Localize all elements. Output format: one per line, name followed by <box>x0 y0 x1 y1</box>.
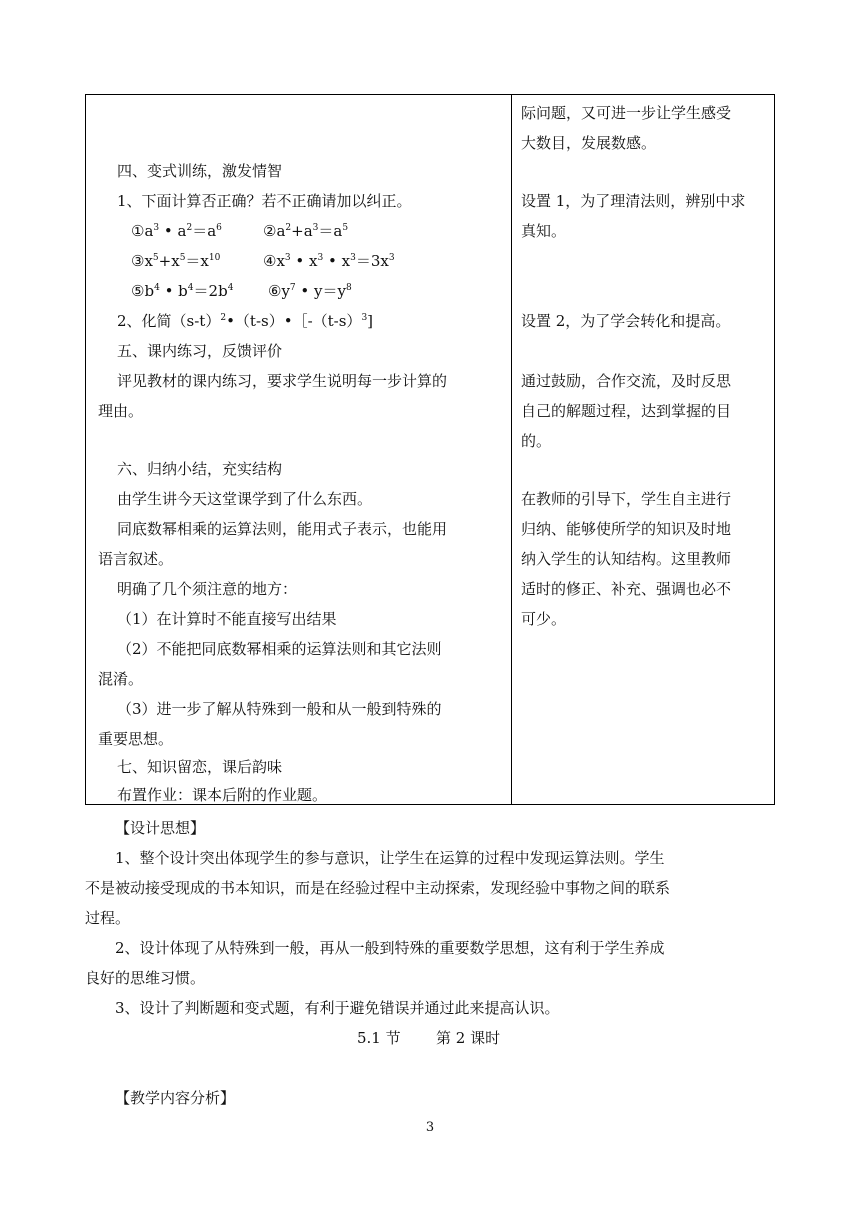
design-p1-line-2: 不是被动接受现成的书本知识，而是在经验过程中主动探索，发现经验中事物之间的联系 <box>85 879 671 897</box>
section5-text-2: 理由。 <box>98 402 144 420</box>
q1-item-3: $③x^5+x^5=x^{10}$ <box>131 252 221 270</box>
design-p3-line-1: 3、设计了判断题和变式题，有利于避免错误并通过此来提高认识。 <box>115 999 560 1017</box>
q1-item-1: $①a^3$ • $a^2=a^6$ <box>131 222 222 240</box>
right-note-12: 适时的修正、补充、强调也必不 <box>521 580 732 598</box>
s6-line-8: （3）进一步了解从特殊到一般和从一般到特殊的 <box>117 700 442 718</box>
design-p2-line-1: 2、设计体现了从特殊到一般，再从一般到特殊的重要数学思想，这有利于学生养成 <box>115 939 665 957</box>
q2-expression: 2、化简$(s-t)^2•(t-s)•[-(t-s)^3$] <box>117 312 374 330</box>
q1-title: 1、下面计算否正确？若不正确请加以纠正。 <box>117 192 412 210</box>
page-number: 3 <box>425 1120 435 1135</box>
section6-title: 六、归纳小结，充实结构 <box>117 460 283 478</box>
lesson-number: 第 2 课时 <box>436 1029 501 1047</box>
design-heading: 【设计思想】 <box>115 819 206 837</box>
column-divider <box>511 95 512 804</box>
right-note-2: 大数目，发展数感。 <box>521 134 657 152</box>
design-p1-line-1: 1、整个设计突出体现学生的参与意识，让学生在运算的过程中发现运算法则。学生 <box>115 849 665 867</box>
section4-title: 四、变式训练，激发情智 <box>117 162 283 180</box>
right-note-3: 设置 1，为了理清法则，辨别中求 <box>521 192 746 210</box>
section5-title: 五、课内练习，反馈评价 <box>117 342 283 360</box>
right-note-11: 纳入学生的认知结构。这里教师 <box>521 550 732 568</box>
s6-line-7: 混淆。 <box>98 670 144 688</box>
right-note-10: 归纳、能够使所学的知识及时地 <box>521 520 732 538</box>
q1-item-5: $⑤b^4$ • $b^4=2b^4$ <box>131 282 234 300</box>
section5-text-1: 评见教材的课内练习，要求学生说明每一步计算的 <box>117 372 448 390</box>
q1-item-6: $⑥y^7$ • $y=y^8$ <box>268 282 352 300</box>
q1-item-4: $④x^3$ • $x^3$ • $x^3=3x^3$ <box>263 252 395 270</box>
s6-line-9: 重要思想。 <box>98 730 174 748</box>
s6-line-2: 同底数幂相乘的运算法则，能用式子表示，也能用 <box>117 520 448 538</box>
lesson-table <box>85 94 775 805</box>
content-analysis-heading: 【教学内容分析】 <box>115 1089 236 1107</box>
right-note-6: 通过鼓励，合作交流，及时反思 <box>521 372 732 390</box>
q1-item-2: $②a^2+a^3=a^5$ <box>263 222 349 240</box>
right-note-13: 可少。 <box>521 610 567 628</box>
section-number: 5.1 节 <box>357 1029 401 1047</box>
right-note-8: 的。 <box>521 432 552 450</box>
s6-line-4: 明确了几个须注意的地方： <box>117 580 298 598</box>
right-note-9: 在教师的引导下，学生自主进行 <box>521 490 732 508</box>
s6-line-3: 语言叙述。 <box>98 550 174 568</box>
s6-line-1: 由学生讲今天这堂课学到了什么东西。 <box>117 490 373 508</box>
s6-line-6: （2）不能把同底数幂相乘的运算法则和其它法则 <box>117 640 442 658</box>
right-note-1: 际问题，又可进一步让学生感受 <box>521 104 732 122</box>
design-p2-line-2: 良好的思维习惯。 <box>85 969 206 987</box>
right-note-4: 真知。 <box>521 222 567 240</box>
s6-line-5: （1）在计算时不能直接写出结果 <box>117 610 337 628</box>
s7-line-1: 布置作业：课本后附的作业题。 <box>117 786 328 804</box>
design-p1-line-3: 过程。 <box>85 909 131 927</box>
section7-title: 七、知识留恋，课后韵味 <box>117 758 283 776</box>
right-note-5: 设置 2，为了学会转化和提高。 <box>521 312 731 330</box>
right-note-7: 自己的解题过程，达到掌握的目 <box>521 402 732 420</box>
